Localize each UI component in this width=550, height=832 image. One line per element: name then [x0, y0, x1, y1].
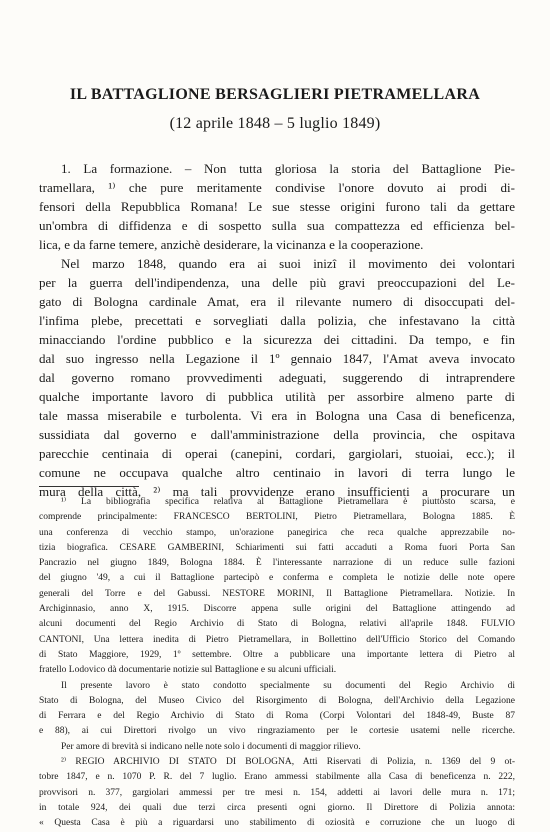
body-line: 1. La formazione. – Non tutta gloriosa la storia del Battaglione Pie-: [61, 161, 515, 176]
body-line: sussidiata dal governo e dall'amministrazione della provincia, che ospitava: [39, 427, 515, 442]
body-line: lica, e da farne temere, anzichè desiderare, la vicinanza e la cooperazione.: [39, 237, 424, 252]
footnote-line: CANTONI, Una lettera inedita di Pietro Pietramellara, in Bollettino dell'Ufficio Storico del Comando: [39, 634, 515, 645]
footnote-line: Pancrazio nel giugno 1849, Bologna 1884. È l'interessante narrazione di un reduce sulle fazioni: [39, 558, 515, 569]
body-line: tale massa miserabile e turbolenta. Vi era in Bologna una Casa di beneficenza,: [39, 408, 515, 423]
body-line: parecchie centinaia di operai (canepini, cordari, gargiolari, stuoiai, ecc.); il: [39, 446, 515, 461]
footnote-line: Stato di Bologna, del Museo Civico del Risorgimento di Bologna, dell'Archivio della Legazione: [39, 695, 515, 706]
footnote-divider: [39, 486, 139, 487]
body-line: dal suo ingresso nella Legazione il 1º gennaio 1847, l'Amat aveva invocato: [39, 351, 515, 366]
footnote-line: una conferenza di vecchio stampo, un'orazione panegirica che reca qualche apprezzabile no-: [39, 527, 515, 538]
footnote-line: comprende principalmente: FRANCESCO BERTOLINI, Pietro Pietramellara, Bologna 1885. È: [39, 512, 515, 523]
body-line: un'ombra di diffidenza e di sospetto sulla sua compattezza ed efficienza bel-: [39, 218, 515, 233]
footnote-line: Per amore di brevità si indicano nelle note solo i documenti di maggior rilievo.: [61, 741, 361, 752]
body-line: dal governo romano provvedimenti adeguati, suggerendo di intraprendere: [39, 370, 515, 385]
footnote-line: generali del Torre e del Gabussi. NESTORE MORINI, Il Battaglione Pietramellara. Notizie. In: [39, 588, 515, 599]
body-line: qualche importante lavoro di pubblica utilità per assorbire almeno parte di: [39, 389, 515, 404]
footnote-line: « Questa Casa è più a riguardarsi uno stabilimento di oziosità e corruzione che un luogo di: [39, 818, 515, 829]
footnote-line: di Ferrara e del Regio Archivio di Stato di Roma (Corpi Volontari del 1848-49, Buste 87: [39, 711, 515, 722]
chapter-title: IL BATTAGLIONE BERSAGLIERI PIETRAMELLARA: [69, 86, 481, 103]
body-line: Nel marzo 1848, quando era ai suoi inizî il movimento dei volontari: [61, 256, 515, 271]
footnote-line: ²⁾ REGIO ARCHIVIO DI STATO DI BOLOGNA, Atti Riservati di Polizia, n. 1369 del 9 ot-: [61, 757, 515, 768]
footnote-line: tizia biografica. CESARE GAMBERINI, Schiarimenti sui fatti accaduti a Roma fuori Porta San: [39, 542, 515, 553]
footnote-line: ¹⁾ La bibliografia specifica relativa al Battaglione Pietramellara è piuttosto scarsa, e: [61, 497, 515, 507]
body-line: fensori della Repubblica Romana! Le sue stesse origini furono tali da gettare: [39, 199, 515, 214]
body-line: per la guerra dell'indipendenza, una delle più gravi preoccupazioni del Le-: [39, 275, 515, 290]
body-line: l'infima plebe, precettati e sorvegliati dalla polizia, che infestavano la città: [39, 313, 515, 328]
footnote-line: e 88), ai cui Direttori rivolgo un vivo ringraziamento per le cortesie usatemi nelle ricerche.: [39, 726, 515, 737]
body-line: gato di Bologna cardinale Amat, era il rilevante numero di disoccupati del-: [39, 294, 515, 309]
body-line: mura della città, ²⁾ ma tali provvidenze erano insufficienti a procurare un: [39, 484, 515, 499]
footnotes: [39, 495, 515, 832]
body-text: [39, 159, 515, 501]
footnote-line: provvisori n. 377, gargiolari ammessi per tre mesi n. 154, addetti ai lavori delle mura n. 171;: [39, 787, 515, 798]
footnote-line: alcuni documenti del Regio Archivio di Stato di Bologna, relativi all'aprile 1848. FULVIO: [39, 619, 515, 630]
footnote-line: Archiginnasio, anno X, 1915. Discorre appena sulle origini del Battaglione attingendo ad: [39, 604, 515, 615]
body-line: comune ne occupava qualche altro centinaio in lavori di terra lungo le: [39, 465, 515, 480]
chapter-subtitle: (12 aprile 1848 – 5 luglio 1849): [169, 115, 381, 132]
body-line: minacciando l'ordine pubblico e la sicurezza dei cittadini. Da tempo, e fin: [39, 332, 515, 347]
footnote-line: di Stato Maggiore, 1929, 1º settembre. Oltre a pubblicare una importante lettera di Pietro al: [39, 649, 515, 660]
footnote-line: fratello Lodovico dà documentarie notizie sul Battaglione e su alcuni ufficiali.: [39, 665, 337, 676]
body-line: tramellara, ¹⁾ che pure meritamente condivise l'onore dovuto ai prodi di-: [39, 180, 515, 195]
footnote-line: in totale 924, dei quali due terzi circa presenti ogni giorno. Il Direttore di Polizia annota:: [39, 802, 515, 813]
footnote-line: del giugno '49, a cui il Battaglione partecipò e conferma e completa le notizie delle note opere: [39, 573, 515, 584]
footnote-line: tobre 1847, e n. 1070 P. R. del 7 luglio. Erano ammessi stabilmente alla Casa di beneficenza n. 222,: [39, 772, 515, 783]
footnote-line: Il presente lavoro è stato condotto specialmente su documenti del Regio Archivio di: [61, 680, 515, 691]
